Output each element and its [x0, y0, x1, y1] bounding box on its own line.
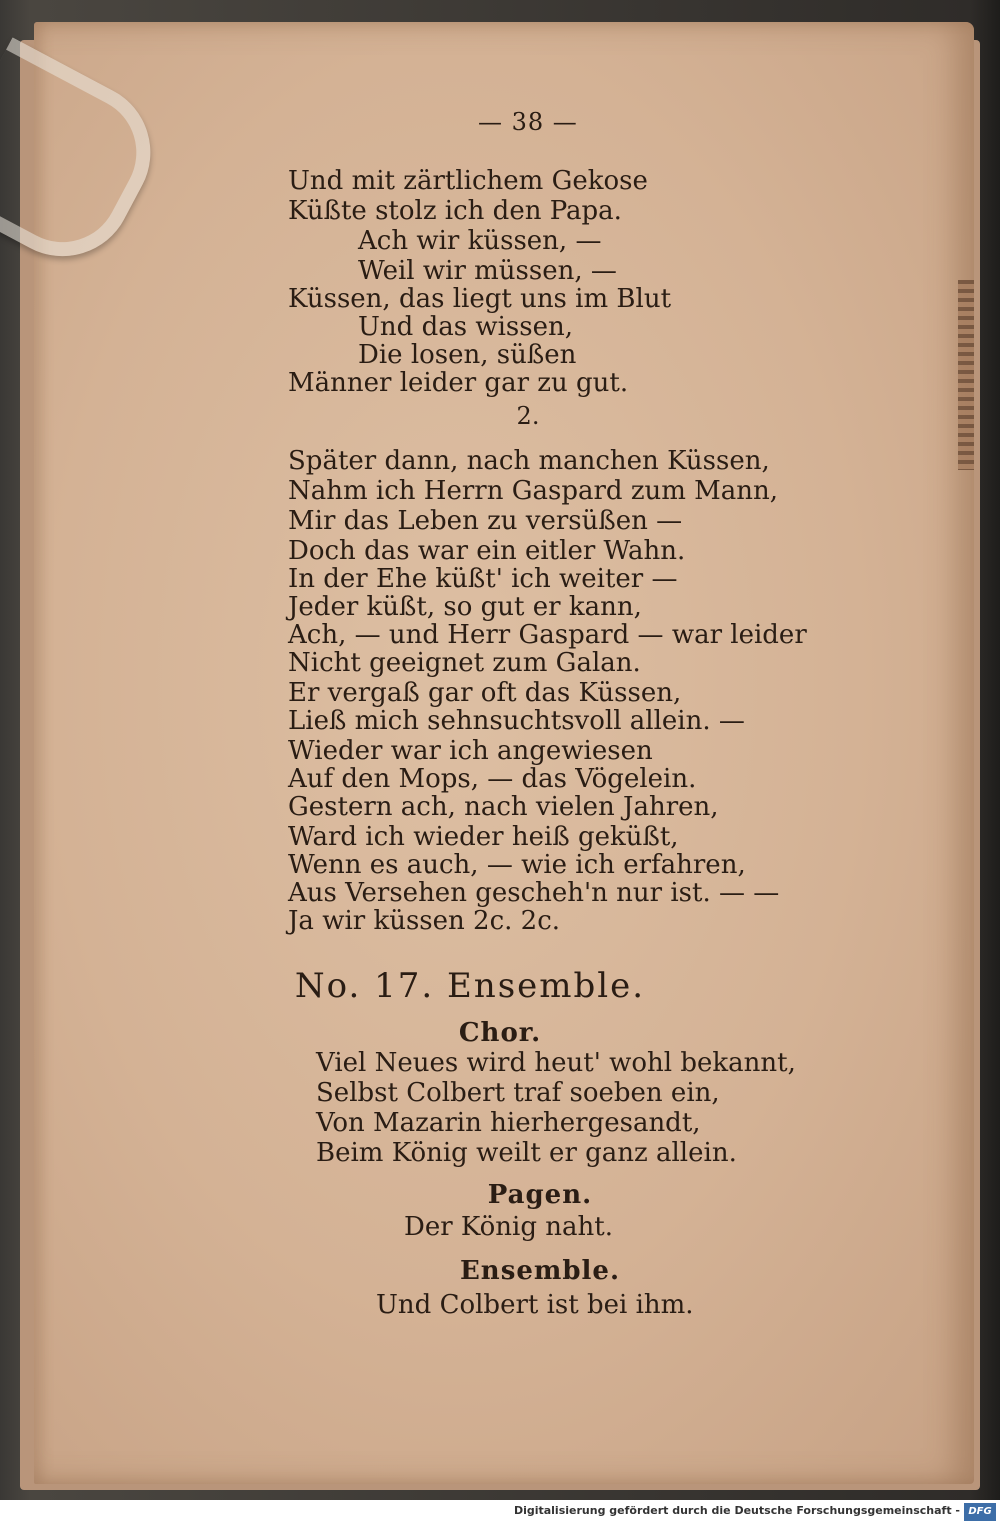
dfg-logo: DFG — [964, 1503, 996, 1521]
verse-line: Ach wir küssen, — — [358, 226, 602, 256]
verse-line: Der König naht. — [404, 1212, 613, 1242]
verse-line: Wieder war ich angewiesen — [288, 736, 653, 766]
page-number: — 38 — — [478, 108, 578, 136]
verse-line: Nicht geeignet zum Galan. — [288, 648, 641, 678]
verse-line: Die losen, süßen — [358, 340, 577, 370]
footer-credit: Digitalisierung gefördert durch die Deutsche Forschungsgemeinschaft - — [513, 1504, 960, 1517]
stanza-number: 2. — [516, 402, 540, 430]
verse-line: Auf den Mops, — das Vögelein. — [288, 764, 697, 794]
verse-line: Und mit zärtlichem Gekose — [288, 166, 648, 196]
verse-line: Männer leider gar zu gut. — [288, 368, 629, 398]
verse-line: Er vergaß gar oft das Küssen, — [288, 678, 682, 708]
verse-line: Von Mazarin hierhergesandt, — [316, 1108, 701, 1138]
speaker-label-chor: Chor. — [458, 1018, 542, 1048]
verse-line: Aus Versehen gescheh'n nur ist. — — — [288, 878, 780, 908]
verse-line: Wenn es auch, — wie ich erfahren, — [288, 850, 746, 880]
verse-line: Selbst Colbert traf soeben ein, — [316, 1078, 720, 1108]
verse-line: Mir das Leben zu versüßen — — [288, 506, 683, 536]
verse-line: Ließ mich sehnsuchtsvoll allein. — — [288, 706, 745, 736]
verse-line: Ach, — und Herr Gaspard — war leider — [288, 620, 807, 650]
verse-line: Beim König weilt er ganz allein. — [316, 1138, 737, 1168]
speaker-label-ensemble: Ensemble. — [459, 1256, 621, 1286]
verse-line: Viel Neues wird heut' wohl bekannt, — [316, 1048, 796, 1078]
verse-line: Gestern ach, nach vielen Jahren, — [288, 792, 719, 822]
verse-line: Ward ich wieder heiß geküßt, — [288, 822, 679, 852]
verse-line: Nahm ich Herrn Gaspard zum Mann, — [288, 476, 779, 506]
verse-line: Und Colbert ist bei ihm. — [376, 1290, 694, 1320]
verse-line: Später dann, nach manchen Küssen, — [288, 446, 770, 476]
binding-thread — [958, 280, 974, 470]
verse-line: Und das wissen, — [358, 312, 573, 342]
verse-line: Doch das war ein eitler Wahn. — [288, 536, 686, 566]
verse-line: In der Ehe küßt' ich weiter — — [288, 564, 678, 594]
footer-bar — [0, 1500, 1000, 1525]
section-title: No. 17. Ensemble. — [294, 966, 646, 1006]
verse-line: Küssen, das liegt uns im Blut — [288, 284, 672, 314]
speaker-label-pagen: Pagen. — [487, 1180, 593, 1210]
verse-line: Ja wir küssen 2c. 2c. — [288, 906, 561, 936]
verse-line: Küßte stolz ich den Papa. — [288, 196, 622, 226]
verse-line: Jeder küßt, so gut er kann, — [288, 592, 642, 622]
verse-line: Weil wir müssen, — — [358, 256, 617, 286]
